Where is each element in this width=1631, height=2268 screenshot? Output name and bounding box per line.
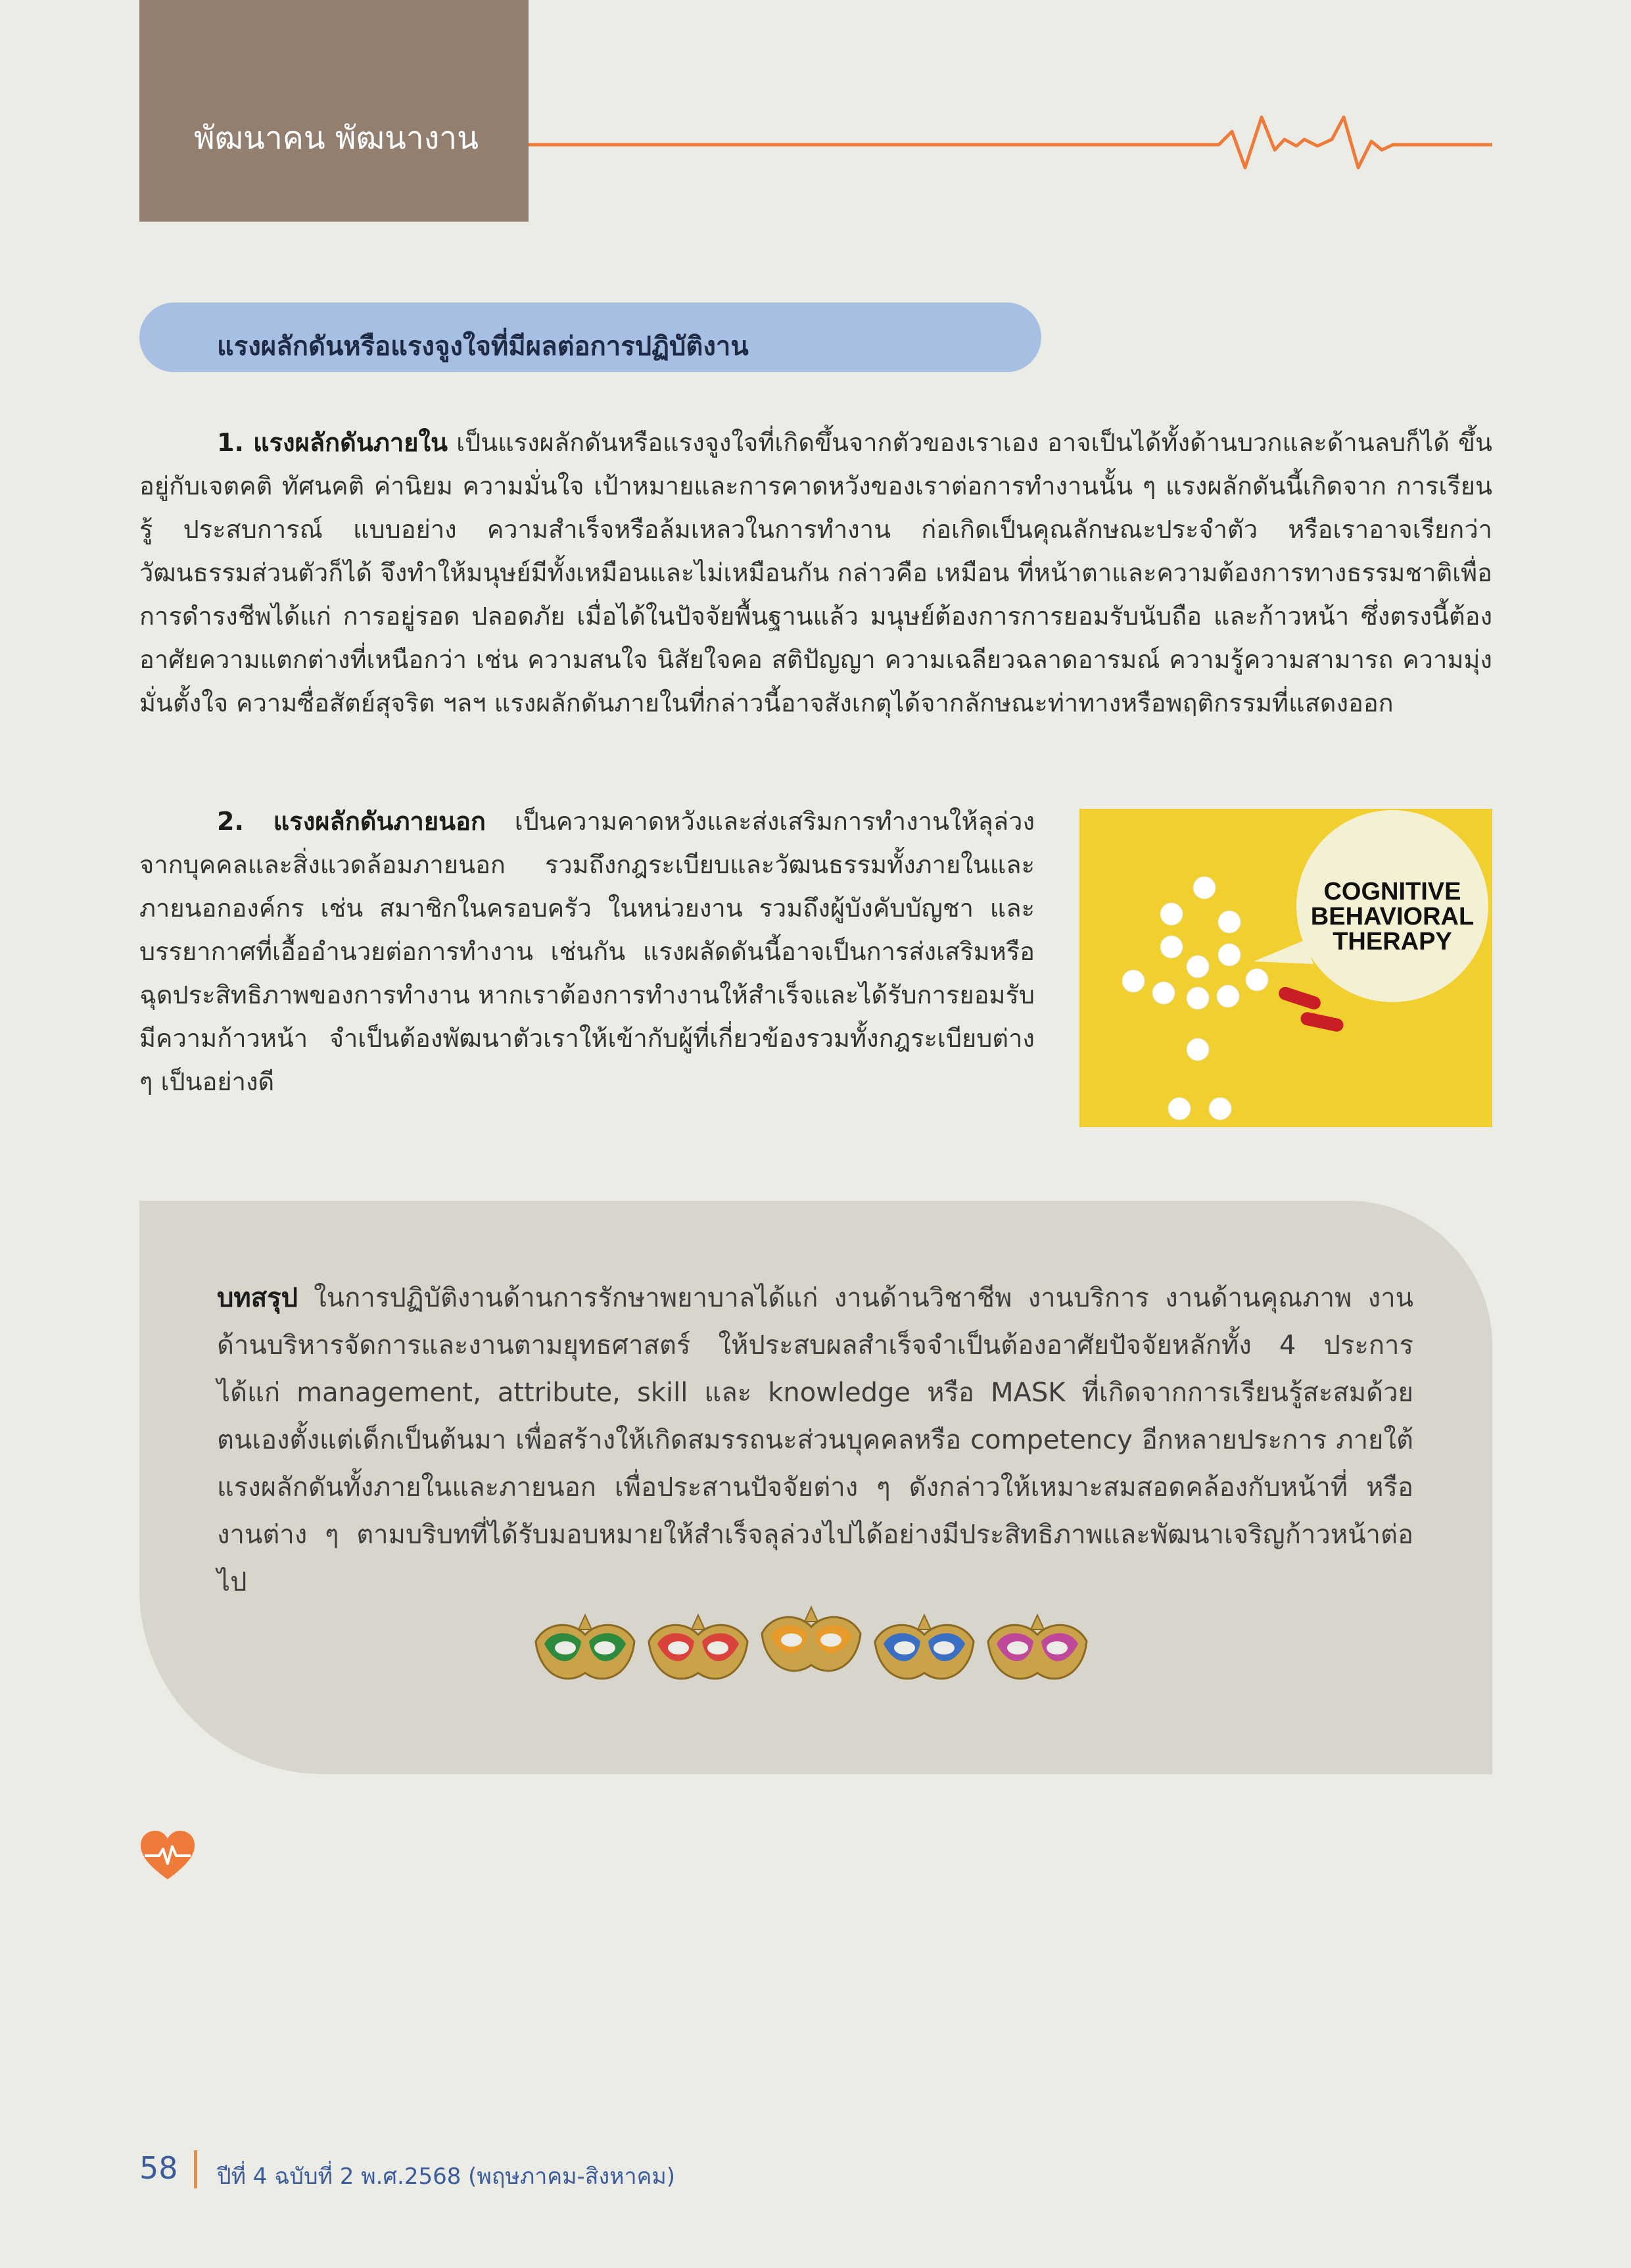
cbt-line-3: THERAPY [1333, 928, 1452, 955]
paragraph-lead: 1. แรงผลักดันภายใน [217, 428, 448, 457]
paragraph-external-motivation [139, 800, 1035, 1103]
mask-1 [536, 1615, 634, 1679]
issue-label: ปีที่ 4 ฉบับที่ 2 พ.ศ.2568 (พฤษภาคม-สิงหาคม) [217, 2163, 676, 2190]
header-title: พัฒนาคน พัฒนางาน [194, 120, 479, 157]
mask-4 [875, 1615, 974, 1679]
header-block [139, 0, 529, 222]
summary-body: ในการปฏิบัติงานด้านการรักษาพยาบาลได้แก่ งานด้านวิชาชีพ งานบริการ งานด้านคุณภาพ งานด้านบริหารจัดการและงานตามยุทธศาสตร์ ให้ประสบผลสำเร็จจำเป็นต้องอาศัยปัจจัยหลักทั้ง 4 ประการ ได้แก่ management, attribute, skill และ knowledge หรือ MASK ที่เกิดจากการเรียนรู้สะสมด้วยตนเองตั้งแต่เด็กเป็นต้นมา เพื่อสร้างให้เกิดสมรรถนะส่วนบุคคลหรือ competency อีกหลายประการ ภายใต้แรงผลักดันทั้งภายในและภายนอก เพื่อประสานปัจจัยต่าง ๆ ดังกล่าวให้เหมาะสมสอดคล้องกับหน้าที่ หรืองานต่าง ๆ ตามบริบทที่ได้รับมอบหมายให้สำเร็จลุล่วงไปได้อย่างมีประสิทธิภาพและพัฒนาเจริญก้าวหน้าต่อไป [217, 1283, 1413, 1597]
summary-text [217, 1274, 1413, 1606]
masks-illustration [526, 1602, 1118, 1694]
mask-5 [988, 1615, 1087, 1679]
cbt-line-2: BEHAVIORAL [1310, 903, 1475, 930]
paragraph-internal-motivation [139, 421, 1492, 725]
summary-lead: บทสรุป [217, 1283, 298, 1313]
cbt-illustration [1079, 809, 1492, 1127]
cbt-line-1: COGNITIVE [1323, 878, 1461, 905]
heart-pulse-icon [139, 1829, 196, 1882]
heartbeat-line-icon [529, 105, 1492, 178]
section-title: แรงผลักดันหรือแรงจูงใจที่มีผลต่อการปฏิบัติงาน [217, 331, 749, 362]
paragraph-body: เป็นความคาดหวังและส่งเสริมการทำงานให้ลุล่วงจากบุคคลและสิ่งแวดล้อมภายนอก รวมถึงกฎระเบียบและวัฒนธรรมทั้งภายในและภายนอกองค์กร เช่น สมาชิกในครอบครัว ในหน่วยงาน รวมถึงผู้บังคับบัญชา และบรรยากาศที่เอื้ออำนวยต่อการทำงาน เช่นกัน แรงผลัดดันนี้อาจเป็นการส่งเสริมหรือฉุดประสิทธิภาพของการทำงาน หากเราต้องการทำงานให้สำเร็จและได้รับการยอมรับ มีความก้าวหน้า จำเป็นต้องพัฒนาตัวเราให้เข้ากับผู้ที่เกี่ยวข้องรวมทั้งกฎระเบียบต่าง ๆ เป็นอย่างดี [139, 807, 1035, 1096]
mask-3 [762, 1607, 861, 1671]
cbt-image [1079, 809, 1492, 1127]
paragraph-lead: 2. แรงผลักดันภายนอก [217, 807, 486, 836]
page-number: 58 [139, 2150, 178, 2186]
mask-2 [649, 1615, 747, 1679]
footer-divider [194, 2150, 197, 2188]
paragraph-body: เป็นแรงผลักดันหรือแรงจูงใจที่เกิดขึ้นจากตัวของเราเอง อาจเป็นได้ทั้งด้านบวกและด้านลบก็ได้ ขึ้นอยู่กับเจตคติ ทัศนคติ ค่านิยม ความมั่นใจ เป้าหมายและการคาดหวังของเราต่อการทำงานนั้น ๆ แรงผลักดันนี้เกิดจาก การเรียนรู้ ประสบการณ์ แบบอย่าง ความสำเร็จหรือล้มเหลวในการทำงาน ก่อเกิดเป็นคุณลักษณะประจำตัว หรือเราอาจเรียกว่า วัฒนธรรมส่วนตัวก็ได้ จึงทำให้มนุษย์มีทั้งเหมือนและไม่เหมือนกัน กล่าวคือ เหมือน ที่หน้าตาและความต้องการทางธรรมชาติเพื่อการดำรงชีพได้แก่ การอยู่รอด ปลอดภัย เมื่อได้ในปัจจัยพื้นฐานแล้ว มนุษย์ต้องการการยอมรับนับถือ และก้าวหน้า ซึ่งตรงนี้ต้องอาศัยความแตกต่างที่เหนือกว่า เช่น ความสนใจ นิสัยใจคอ สติปัญญา ความเฉลียวฉลาดอารมณ์ ความรู้ความสามารถ ความมุ่งมั่นตั้งใจ ความซื่อสัตย์สุจริต ฯลฯ แรงผลักดันภายในที่กล่าวนี้อาจสังเกตุได้จากลักษณะท่าทางหรือพฤติกรรมที่แสดงออก [139, 428, 1492, 717]
